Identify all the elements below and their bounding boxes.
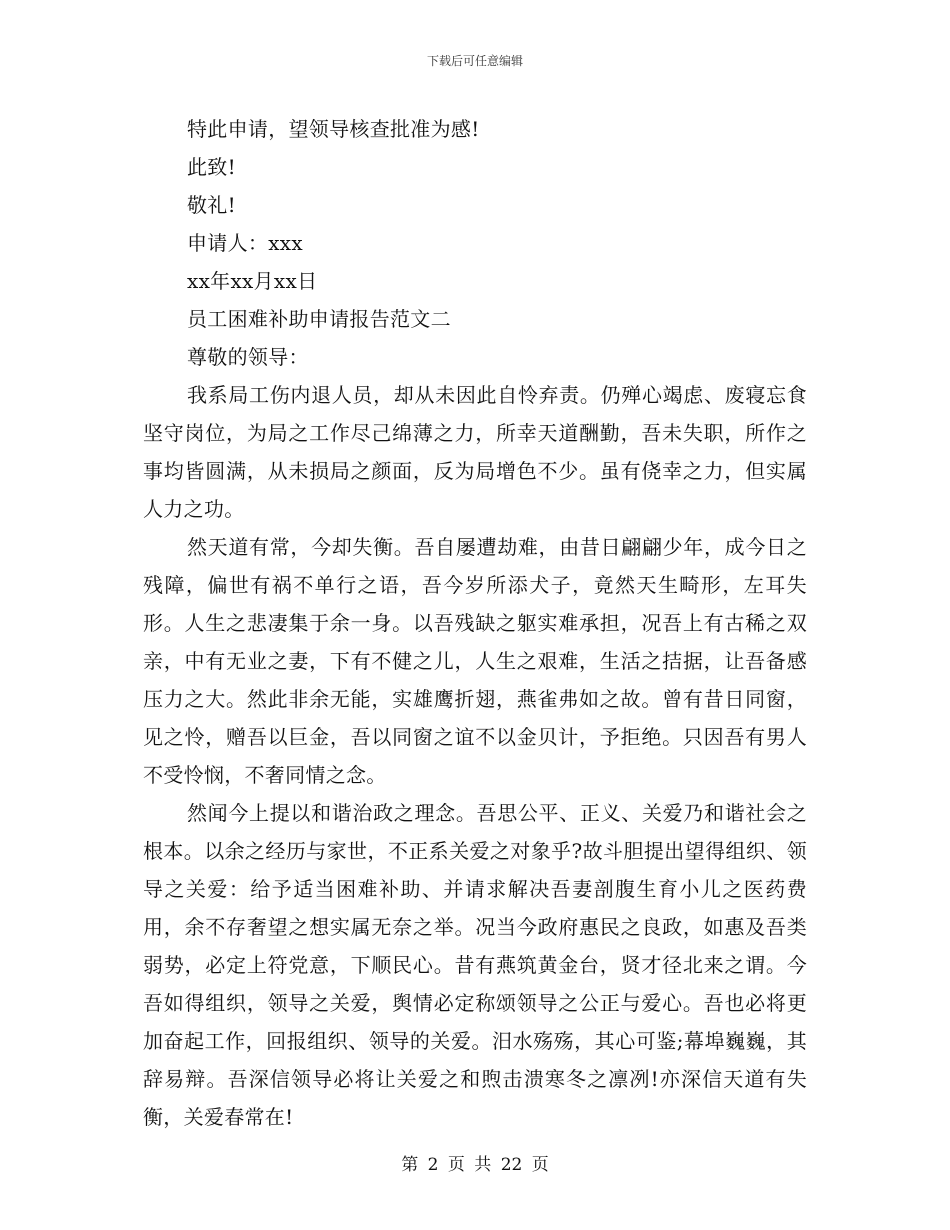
page-header: 下载后可任意编辑 — [426, 54, 523, 68]
greeting-line: 尊敬的领导： — [187, 345, 309, 369]
paragraph: 然闻今上提以和谐治政之理念。吾思公平、正义、关爱乃和谐社会之根本。以余之经历与家世，不正系关爱之对象乎?故斗胆提出望得组织、领导之关爱：给予适当困难补助、并请求解决吾妻剖腹生育小儿之医药费用，余不存奢望之想实属无奈之举。况当今政府惠民之良政，如惠及吾类弱势，必定上符党意，下顺民心。昔有燕筑黄金台，贤才径北来之谓。今吾如得组织，领导之关爱，舆情必定称颂领导之公正与爱心。吾也必将更加奋起工作，回报组织、领导的关爱。汨水殇殇，其心可鉴;幕埠巍巍，其辞易辩。吾深信领导必将让关爱之和煦击溃寒冬之凛冽!亦深信天道有失衡，关爱春常在! — [143, 801, 807, 1129]
document-body — [143, 110, 807, 1136]
paragraph: 然天道有常，今却失衡。吾自屡遭劫难，由昔日翩翩少年，成今日之残障，偏世有祸不单行之语，吾今岁所添犬子，竟然天生畸形，左耳失形。人生之悲凄集于余一身。以吾残缺之躯实难承担，况吾上有古稀之双亲，中有无业之妻，下有不健之儿，人生之艰难，生活之拮据，让吾备感压力之大。然此非余无能，实雄鹰折翅，燕雀弗如之故。曾有昔日同窗，见之怜，赠吾以巨金，吾以同窗之谊不以金贝计，予拒绝。只因吾有男人不受怜悯，不奢同情之念。 — [143, 535, 807, 787]
salutation-line: 此致! — [187, 155, 236, 179]
date-line: xx年xx月xx日 — [187, 269, 318, 293]
paragraph: 我系局工伤内退人员，却从未因此自怜弃责。仍殚心竭虑、废寝忘食坚守岗位，为局之工作尽己绵薄之力，所幸天道酬勤，吾未失职，所作之事均皆圆满，从未损局之颜面，反为局增色不少。虽有侥幸之力，但实属人力之功。 — [143, 383, 807, 521]
page-number: 第 2 页 共 22 页 — [401, 1155, 549, 1175]
closing-request-line: 特此申请，望领导核查批准为感! — [187, 117, 480, 141]
section-title: 员工困难补助申请报告范文二 — [187, 307, 451, 331]
regards-line: 敬礼! — [187, 193, 236, 217]
applicant-line: 申请人：xxx — [187, 231, 303, 255]
